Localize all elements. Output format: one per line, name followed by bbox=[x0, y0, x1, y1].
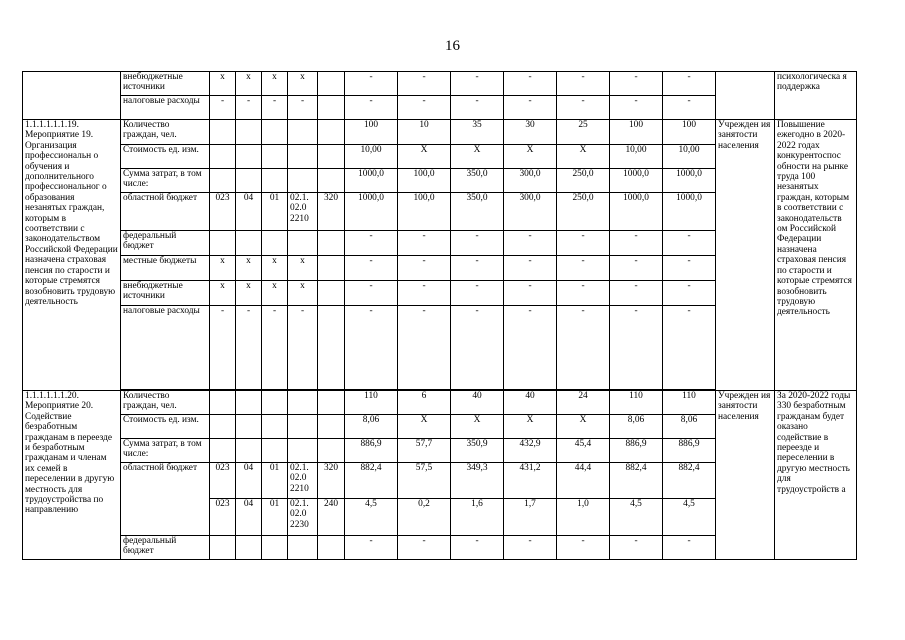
measure-title: 1.1.1.1.1.1.19. Мероприятие 19. Организация профессиональн о обучения и дополнительного профессиональног о образования незанятых граждан, которым в соответствии с законодательством Российской Федерации назначена страховая пенсия по старости и которые стремятся возобновить трудовую деятельность bbox=[23, 120, 121, 391]
table-cell: 110 bbox=[610, 391, 663, 415]
table-cell bbox=[318, 169, 345, 193]
table-cell: - bbox=[345, 72, 398, 96]
table-cell: - bbox=[557, 536, 610, 560]
table-cell: - bbox=[210, 306, 236, 390]
table-cell bbox=[288, 231, 318, 256]
result-text: психологическа я поддержка bbox=[775, 72, 857, 120]
table-cell: 350,0 bbox=[451, 193, 504, 231]
table-cell: 4,5 bbox=[345, 499, 398, 536]
table-cell bbox=[318, 145, 345, 169]
table-cell: - bbox=[451, 96, 504, 120]
table-cell: 320 bbox=[318, 193, 345, 231]
table-cell bbox=[318, 72, 345, 96]
executor: Учрежден ия занятости населения bbox=[716, 120, 775, 391]
table-cell bbox=[210, 145, 236, 169]
table-cell: - bbox=[288, 306, 318, 390]
table-cell: - bbox=[557, 96, 610, 120]
table-cell: - bbox=[398, 72, 451, 96]
table-cell: - bbox=[504, 306, 557, 390]
table-cell: 882,4 bbox=[610, 463, 663, 499]
source-label: налоговые расходы bbox=[121, 96, 210, 120]
table-row bbox=[23, 391, 857, 415]
table-cell: - bbox=[557, 231, 610, 256]
table-cell: - bbox=[236, 306, 262, 390]
table-cell: областной бюджет bbox=[121, 193, 210, 231]
table-cell: х bbox=[288, 256, 318, 281]
table-cell: x bbox=[236, 72, 262, 96]
table-cell: 882,4 bbox=[663, 463, 716, 499]
table-cell: 100,0 bbox=[398, 169, 451, 193]
table-cell: - bbox=[663, 231, 716, 256]
table-cell bbox=[318, 391, 345, 415]
table-cell: 8,06 bbox=[610, 415, 663, 439]
table-cell: - bbox=[663, 72, 716, 96]
table-cell: 320 bbox=[318, 463, 345, 499]
table-cell: 886,9 bbox=[663, 439, 716, 463]
table-cell bbox=[210, 231, 236, 256]
table-cell: х bbox=[262, 256, 288, 281]
table-cell: х bbox=[262, 281, 288, 306]
table-cell: Х bbox=[398, 145, 451, 169]
table-cell: 023 bbox=[210, 499, 236, 536]
table-cell: - bbox=[262, 306, 288, 390]
table-cell bbox=[318, 120, 345, 145]
table-cell: 44,4 bbox=[557, 463, 610, 499]
table-cell: 349,3 bbox=[451, 463, 504, 499]
table-cell: 110 bbox=[663, 391, 716, 415]
table-cell: Х bbox=[504, 415, 557, 439]
table-cell bbox=[236, 169, 262, 193]
table-cell: 40 bbox=[504, 391, 557, 415]
table-cell: 04 bbox=[236, 499, 262, 536]
table-cell: - bbox=[288, 96, 318, 120]
table-cell bbox=[288, 145, 318, 169]
table-cell: 1,7 bbox=[504, 499, 557, 536]
table-cell: 1000,0 bbox=[663, 193, 716, 231]
table-cell: 431,2 bbox=[504, 463, 557, 499]
table-cell: 100 bbox=[663, 120, 716, 145]
table-cell: - bbox=[451, 72, 504, 96]
table-cell: - bbox=[504, 231, 557, 256]
table-cell: 1000,0 bbox=[663, 169, 716, 193]
table-cell: 04 bbox=[236, 193, 262, 231]
table-cell: Стоимость ед. изм. bbox=[121, 415, 210, 439]
table-cell bbox=[210, 391, 236, 415]
table-cell: 6 bbox=[398, 391, 451, 415]
table-cell: 25 bbox=[557, 120, 610, 145]
table-cell: - bbox=[504, 536, 557, 560]
table-cell bbox=[262, 415, 288, 439]
table-cell bbox=[236, 391, 262, 415]
table-cell: х bbox=[288, 281, 318, 306]
table-cell: Сумма затрат, в том числе: bbox=[121, 169, 210, 193]
source-label: внебюджетные источники bbox=[121, 72, 210, 96]
table-cell: - bbox=[451, 306, 504, 390]
table-cell: - bbox=[504, 96, 557, 120]
table-cell: - bbox=[663, 96, 716, 120]
table-cell bbox=[288, 536, 318, 560]
table-cell: x bbox=[210, 72, 236, 96]
table-cell: 02.1. 02.0 2210 bbox=[288, 193, 318, 231]
program-table bbox=[22, 71, 857, 560]
table-cell: - bbox=[398, 96, 451, 120]
table-cell: 35 bbox=[451, 120, 504, 145]
table-cell: - bbox=[451, 281, 504, 306]
table-cell: Х bbox=[504, 145, 557, 169]
table-cell: Сумма затрат, в том числе: bbox=[121, 439, 210, 463]
table-cell: - bbox=[345, 536, 398, 560]
table-cell bbox=[236, 536, 262, 560]
table-cell: - bbox=[610, 72, 663, 96]
table-cell: Х bbox=[557, 145, 610, 169]
table-cell: - bbox=[504, 281, 557, 306]
table-cell: - bbox=[345, 306, 398, 390]
table-cell bbox=[318, 96, 345, 120]
result-text: За 2020-2022 годы 330 безработным гражданам будет оказано содействие в переезде и переселении в другую местность для трудоустройств а bbox=[775, 391, 857, 560]
table-cell: - bbox=[504, 72, 557, 96]
table-cell bbox=[318, 231, 345, 256]
table-cell: 886,9 bbox=[345, 439, 398, 463]
table-cell bbox=[318, 256, 345, 281]
table-cell: - bbox=[345, 231, 398, 256]
table-cell: 0,2 bbox=[398, 499, 451, 536]
table-cell: - bbox=[398, 256, 451, 281]
table-cell: 886,9 bbox=[610, 439, 663, 463]
table-cell bbox=[318, 536, 345, 560]
table-cell: - bbox=[557, 281, 610, 306]
table-cell bbox=[262, 439, 288, 463]
table-cell: Количество граждан, чел. bbox=[121, 391, 210, 415]
table-cell: 10,00 bbox=[663, 145, 716, 169]
table-cell: 10,00 bbox=[345, 145, 398, 169]
table-cell: х bbox=[210, 256, 236, 281]
table-cell: - bbox=[663, 536, 716, 560]
table-cell: местные бюджеты bbox=[121, 256, 210, 281]
table-cell: 8,06 bbox=[345, 415, 398, 439]
table-cell bbox=[288, 415, 318, 439]
table-cell: - bbox=[610, 231, 663, 256]
table-cell: - bbox=[610, 281, 663, 306]
table-cell: 1000,0 bbox=[610, 169, 663, 193]
table-cell: 350,0 bbox=[451, 169, 504, 193]
table-cell: областной бюджет bbox=[121, 463, 210, 536]
result-text: Повышение ежегодно в 2020-2022 годах конкурентоспос обности на рынке труда 100 незанятых граждан, которым в соответствии с законодательств ом Российской Федерации назначена страховая пенсия по старости и которые стремятся возобновить трудовую деятельность bbox=[775, 120, 857, 391]
table-cell bbox=[716, 72, 775, 120]
table-cell bbox=[236, 120, 262, 145]
table-cell: 1000,0 bbox=[610, 193, 663, 231]
table-cell bbox=[262, 145, 288, 169]
table-row bbox=[23, 120, 857, 145]
table-cell: Х bbox=[451, 145, 504, 169]
table-cell: 45,4 bbox=[557, 439, 610, 463]
table-cell: - bbox=[451, 256, 504, 281]
table-cell: - bbox=[345, 96, 398, 120]
table-cell: - bbox=[398, 231, 451, 256]
table-cell: - bbox=[210, 96, 236, 120]
table-cell bbox=[210, 415, 236, 439]
table-cell bbox=[288, 391, 318, 415]
table-cell: - bbox=[504, 256, 557, 281]
table-cell: - bbox=[610, 96, 663, 120]
table-cell: - bbox=[262, 96, 288, 120]
table-cell: Количество граждан, чел. bbox=[121, 120, 210, 145]
table-cell: 023 bbox=[210, 463, 236, 499]
table-cell: - bbox=[610, 536, 663, 560]
table-cell bbox=[318, 306, 345, 390]
table-cell: - bbox=[610, 256, 663, 281]
table-cell: 100,0 bbox=[398, 193, 451, 231]
table-cell: х bbox=[236, 256, 262, 281]
table-cell bbox=[210, 439, 236, 463]
table-cell: 350,9 bbox=[451, 439, 504, 463]
table-cell: - bbox=[557, 72, 610, 96]
table-cell: - bbox=[345, 281, 398, 306]
table-cell: 10,00 bbox=[610, 145, 663, 169]
table-cell bbox=[288, 169, 318, 193]
measure-title: 1.1.1.1.1.1.20. Мероприятие 20. Содействие безработным гражданам в переезде и безработным гражданам и членам их семей в переселении в другую местность для трудоустройства по направлению bbox=[23, 391, 121, 560]
table-cell: 04 bbox=[236, 463, 262, 499]
table-cell: 4,5 bbox=[663, 499, 716, 536]
table-cell: 1,0 bbox=[557, 499, 610, 536]
table-cell: x bbox=[262, 72, 288, 96]
table-cell: - bbox=[345, 256, 398, 281]
table-cell bbox=[236, 145, 262, 169]
table-cell: - bbox=[557, 306, 610, 390]
table-cell: 01 bbox=[262, 463, 288, 499]
table-cell bbox=[236, 231, 262, 256]
table-cell bbox=[262, 391, 288, 415]
table-cell: 250,0 bbox=[557, 169, 610, 193]
table-cell: 023 bbox=[210, 193, 236, 231]
table-cell: внебюджетные источники bbox=[121, 281, 210, 306]
table-cell: 300,0 bbox=[504, 169, 557, 193]
table-cell: 01 bbox=[262, 499, 288, 536]
table-cell: 1000,0 bbox=[345, 169, 398, 193]
table-cell: - bbox=[236, 96, 262, 120]
table-cell: 02.1. 02.0 2230 bbox=[288, 499, 318, 536]
table-cell: - bbox=[398, 536, 451, 560]
table-cell: 100 bbox=[610, 120, 663, 145]
table-cell bbox=[288, 439, 318, 463]
table-cell bbox=[210, 169, 236, 193]
table-cell: 24 bbox=[557, 391, 610, 415]
table-cell bbox=[318, 439, 345, 463]
table-cell: 57,7 bbox=[398, 439, 451, 463]
table-cell: - bbox=[398, 306, 451, 390]
table-cell: 4,5 bbox=[610, 499, 663, 536]
table-cell: х bbox=[236, 281, 262, 306]
table-cell: 02.1. 02.0 2210 bbox=[288, 463, 318, 499]
table-cell: Х bbox=[398, 415, 451, 439]
page-number: 16 bbox=[445, 38, 460, 54]
table-cell: 100 bbox=[345, 120, 398, 145]
table-cell bbox=[23, 72, 121, 120]
table-cell: Стоимость ед. изм. bbox=[121, 145, 210, 169]
table-cell bbox=[262, 231, 288, 256]
table-cell: - bbox=[663, 306, 716, 390]
table-cell: налоговые расходы bbox=[121, 306, 210, 390]
table-cell: 10 bbox=[398, 120, 451, 145]
table-cell: - bbox=[451, 536, 504, 560]
table-cell: 882,4 bbox=[345, 463, 398, 499]
table-cell bbox=[236, 415, 262, 439]
executor: Учрежден ия занятости населения bbox=[716, 391, 775, 560]
table-cell bbox=[318, 415, 345, 439]
table-cell bbox=[210, 120, 236, 145]
table-cell: Х bbox=[557, 415, 610, 439]
table-cell bbox=[262, 536, 288, 560]
table-cell: 240 bbox=[318, 499, 345, 536]
table-cell: - bbox=[663, 281, 716, 306]
table-cell: - bbox=[663, 256, 716, 281]
table-cell: 250,0 bbox=[557, 193, 610, 231]
table-cell: 110 bbox=[345, 391, 398, 415]
table-cell: 432,9 bbox=[504, 439, 557, 463]
table-cell bbox=[288, 120, 318, 145]
table-cell bbox=[318, 281, 345, 306]
table-cell: Х bbox=[451, 415, 504, 439]
table-cell: 1,6 bbox=[451, 499, 504, 536]
table-cell: - bbox=[557, 256, 610, 281]
table-cell: 57,5 bbox=[398, 463, 451, 499]
table-cell bbox=[262, 169, 288, 193]
table-cell: 300,0 bbox=[504, 193, 557, 231]
table-cell: х bbox=[210, 281, 236, 306]
table-cell: 30 bbox=[504, 120, 557, 145]
table-cell: 8,06 bbox=[663, 415, 716, 439]
table-cell: - bbox=[610, 306, 663, 390]
table-cell: 01 bbox=[262, 193, 288, 231]
table-cell: - bbox=[451, 231, 504, 256]
table-cell: 40 bbox=[451, 391, 504, 415]
table-cell bbox=[262, 120, 288, 145]
table-row bbox=[23, 72, 857, 96]
table-cell bbox=[210, 536, 236, 560]
table-cell: - bbox=[398, 281, 451, 306]
table-cell: федеральный бюджет bbox=[121, 536, 210, 560]
table-cell: 1000,0 bbox=[345, 193, 398, 231]
table-cell: x bbox=[288, 72, 318, 96]
table-cell bbox=[236, 439, 262, 463]
table-cell: федеральный бюджет bbox=[121, 231, 210, 256]
